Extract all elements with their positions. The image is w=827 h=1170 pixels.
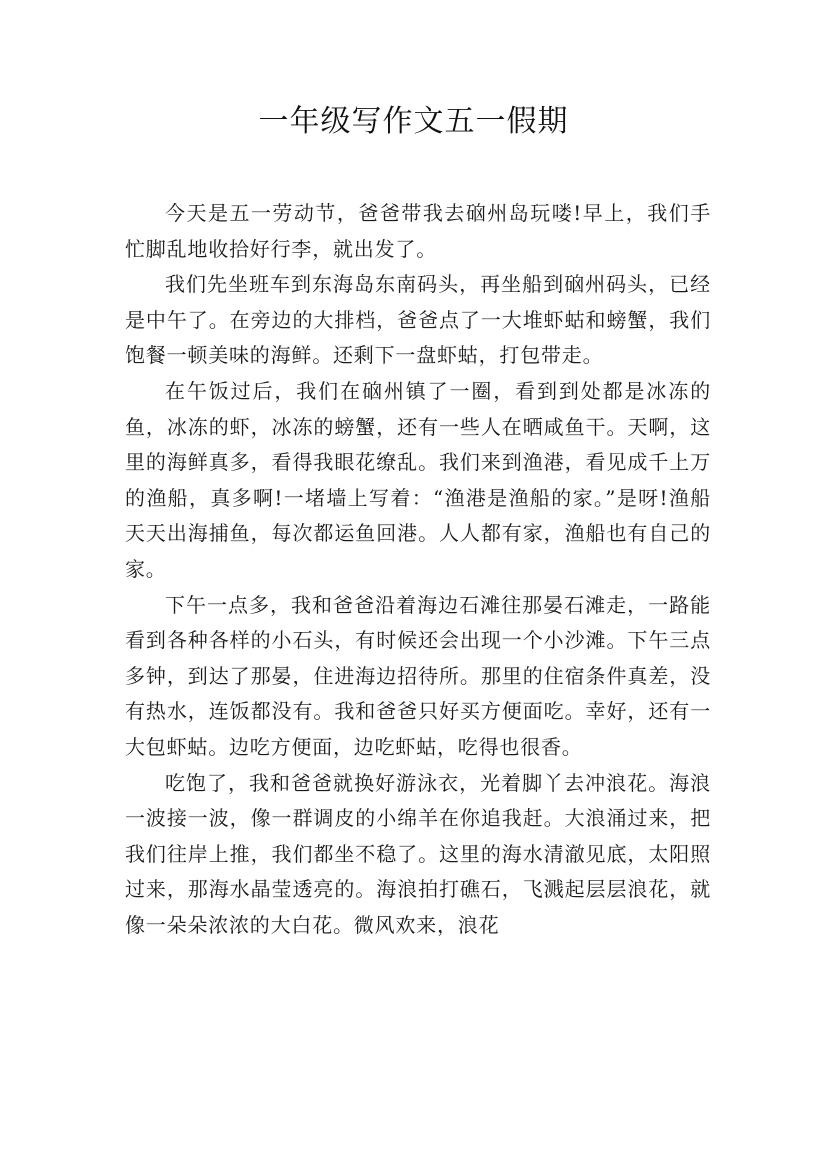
paragraph: 今天是五一劳动节，爸爸带我去硇州岛玩喽!早上，我们手忙脚乱地收拾好行李，就出发了。 xyxy=(125,201,711,261)
paragraph: 下午一点多，我和爸爸沿着海边石滩往那晏石滩走，一路能看到各种各样的小石头，有时候还会出现一个小沙滩。下午三点多钟，到达了那晏，住进海边招待所。那里的住宿条件真差，没有热水，连饭都没有。我和爸爸只好买方便面吃。幸好，还有一大包虾蛄。边吃方便面，边吃虾蛄，吃得也很香。 xyxy=(125,592,711,759)
paragraph: 吃饱了，我和爸爸就换好游泳衣，光着脚丫去冲浪花。海浪一波接一波，像一群调皮的小绵羊在你追我赶。大浪涌过来，把我们往岸上推，我们都坐不稳了。这里的海水清澈见底，太阳照过来，那海水晶莹透亮的。海浪拍打礁石，飞溅起层层浪花，就像一朵朵浓浓的大白花。微风欢来，浪花 xyxy=(125,770,711,937)
document-title: 一年级写作文五一假期 xyxy=(258,104,569,139)
paragraph: 我们先坐班车到东海岛东南码头，再坐船到硇州码头，已经是中午了。在旁边的大排档，爸爸点了一大堆虾蛄和螃蟹，我们饱餐一顿美味的海鲜。还剩下一盘虾蛄，打包带走。 xyxy=(125,272,711,368)
paragraph: 在午饭过后，我们在硇州镇了一圈，看到到处都是冰冻的鱼，冰冻的虾，冰冻的螃蟹，还有一些人在晒咸鱼干。天啊，这里的海鲜真多，看得我眼花缭乱。我们来到渔港，看见成千上万的渔船，真多啊!一堵墙上写着：“渔港是渔船的家。”是呀!渔船天天出海捕鱼，每次都运鱼回港。人人都有家，渔船也有自己的家。 xyxy=(125,378,711,581)
document-body xyxy=(125,196,711,943)
